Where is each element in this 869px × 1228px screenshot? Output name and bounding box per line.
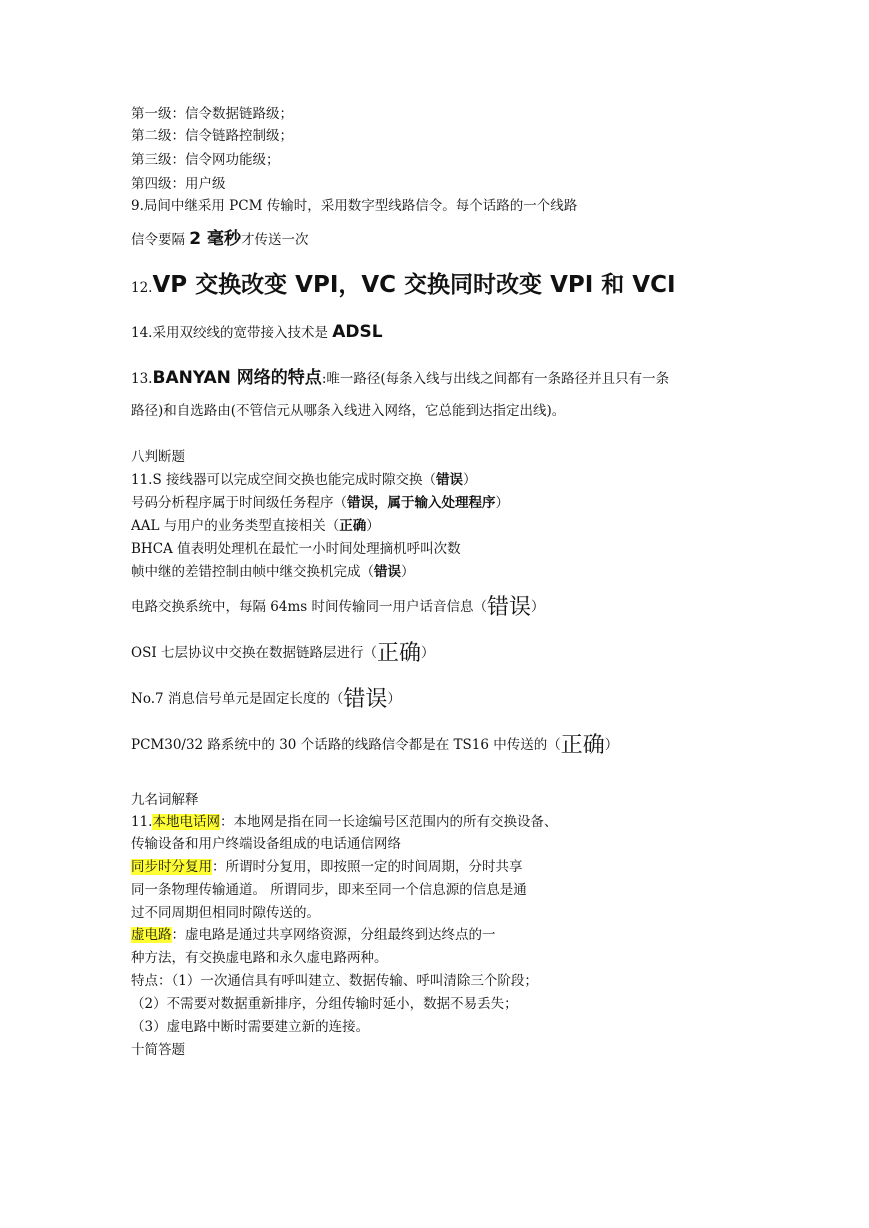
judge-statement: BHCA 值表明处理机在最忙一小时间处理摘机呼叫次数 — [131, 541, 461, 557]
q13-emphasis: BANYAN 网络的特点 — [152, 368, 322, 388]
judge-item — [131, 539, 461, 559]
term-continuation: 同一条物理传输通道。 所谓同步，即来至同一个信息源的信息是通 — [131, 882, 527, 898]
q12-line — [131, 272, 676, 298]
judge-item — [131, 493, 509, 513]
judge-statement: No.7 消息信号单元是固定长度的（ — [131, 691, 344, 707]
judge-close: ） — [366, 518, 380, 534]
term-continuation: 过不同周期但相同时隙传送的。 — [131, 905, 320, 921]
term-highlight: 虚电路 — [131, 927, 172, 943]
judge-item-large — [131, 689, 401, 710]
features-line-3: （3）虚电路中断时需要建立新的连接。 — [131, 1019, 370, 1035]
judge-close: ） — [495, 495, 509, 511]
judge-item-large — [131, 597, 545, 618]
q9-emphasis: 2 毫秒 — [189, 229, 242, 249]
judge-answer: 错误 — [487, 595, 532, 620]
judge-answer: 错误 — [374, 564, 401, 580]
q13-rest: :唯一路径(每条入线与出线之间都有一条路径并且只有一条 — [321, 371, 670, 387]
section8-title: 八判断题 — [131, 449, 185, 465]
judge-statement: PCM30/32 路系统中的 30 个话路的线路信令都是在 TS16 中传送的（ — [131, 737, 561, 753]
term-virtual-circuit — [131, 925, 496, 945]
signal-level-2: 第二级：信令链路控制级； — [131, 128, 293, 144]
judge-answer: 错误 — [436, 472, 464, 488]
judge-close: ） — [401, 564, 415, 580]
term-definition: ：虚电路是通过共享网络资源，分组最终到达终点的一 — [171, 927, 496, 943]
term-continuation: 传输设备和用户终端设备组成的电话通信网络 — [131, 836, 401, 852]
features-line-1: 特点：（1）一次通信具有呼叫建立、数据传输、呼叫清除三个阶段； — [131, 973, 538, 989]
judge-statement: OSI 七层协议中交换在数据链路层进行（ — [131, 645, 377, 661]
q9-line1: 9.局间中继采用 PCM 传输时，采用数字型线路信令。每个话路的一个线路 — [131, 198, 578, 214]
q9-line2 — [131, 229, 309, 250]
judge-item — [131, 562, 415, 582]
term-sync-tdm — [131, 857, 523, 877]
judge-close: ） — [420, 645, 435, 661]
q14-pre: 14.采用双绞线的宽带接入技术是 — [131, 325, 333, 341]
judge-answer: 正确 — [339, 518, 367, 534]
judge-answer: 错误，属于输入处理程序 — [347, 495, 496, 511]
judge-statement: 帧中继的差错控制由帧中继交换机完成（ — [131, 564, 374, 580]
term-number: 11. — [131, 814, 153, 830]
judge-close: ） — [604, 737, 619, 753]
judge-item-large — [131, 643, 434, 664]
section9-title: 九名词解释 — [131, 792, 199, 808]
judge-answer: 正确 — [376, 641, 421, 666]
term-definition: ：所谓时分复用，即按照一定的时间周期，分时共享 — [212, 859, 523, 875]
q12-number: 12. — [131, 280, 153, 296]
term-highlight: 本地电话网 — [152, 814, 220, 830]
judge-answer: 错误 — [343, 687, 388, 712]
signal-level-3: 第三级：信令网功能级； — [131, 152, 280, 168]
judge-statement: 号码分析程序属于时间级任务程序（ — [131, 495, 347, 511]
judge-statement: 电路交换系统中，每隔 64ms 时间传输同一用户话音信息（ — [131, 599, 487, 615]
term-definition: ：本地网是指在同一长途编号区范围内的所有交换设备、 — [219, 814, 558, 830]
term-local-network — [131, 812, 557, 832]
judge-item — [131, 470, 477, 490]
q13-line1 — [131, 368, 669, 389]
judge-statement: AAL 与用户的业务类型直接相关（ — [131, 518, 340, 534]
q9-post: 才传送一次 — [241, 232, 309, 248]
q14-emphasis: ADSL — [332, 322, 383, 342]
signal-level-1: 第一级：信令数据链路级； — [131, 106, 293, 122]
q14-line — [131, 322, 383, 343]
judge-close: ） — [387, 691, 401, 707]
features-line-2: （2）不需要对数据重新排序，分组传输时延小，数据不易丢失； — [131, 996, 518, 1012]
judge-item — [131, 516, 380, 536]
section10-title: 十简答题 — [131, 1042, 185, 1058]
signal-level-4: 第四级：用户级 — [131, 176, 226, 192]
judge-close: ） — [531, 599, 545, 615]
judge-answer: 正确 — [560, 733, 605, 758]
q13-number: 13. — [131, 371, 153, 387]
term-highlight: 同步时分复用 — [131, 859, 212, 875]
term-continuation: 种方法，有交换虚电路和永久虚电路两种。 — [131, 950, 388, 966]
judge-close: ） — [463, 472, 477, 488]
judge-statement: 11.S 接线器可以完成空间交换也能完成时隙交换（ — [131, 472, 437, 488]
judge-item-large — [131, 735, 618, 756]
q9-pre: 信令要隔 — [131, 232, 190, 248]
q12-text: VP 交换改变 VPI，VC 交换同时改变 VPI 和 VCI — [152, 272, 676, 298]
q13-line2: 路径)和自选路由(不管信元从哪条入线进入网络，它总能到达指定出线)。 — [131, 403, 566, 419]
